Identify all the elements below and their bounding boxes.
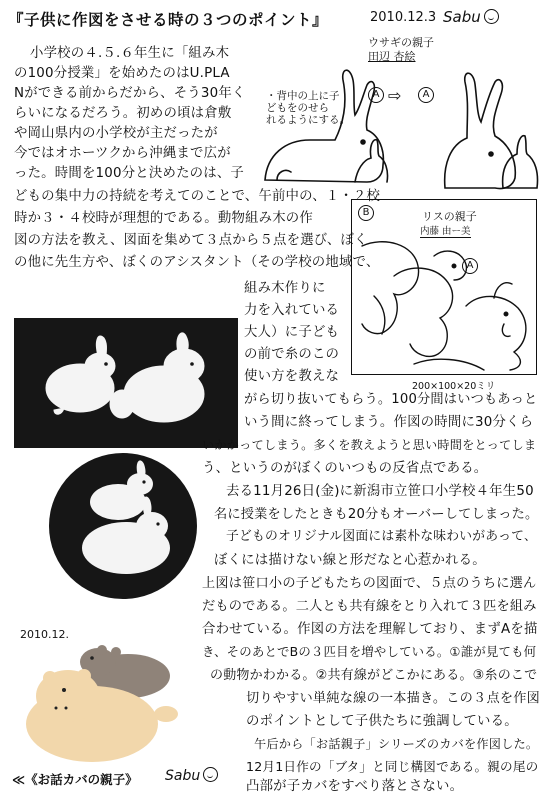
text-line: 今ではオホーツクから沖縄まで広が <box>14 146 231 161</box>
text-line: いかかってしまう。多くを教えようと思い時間をとってしま <box>202 438 537 452</box>
figure-b-marker: B <box>358 205 374 221</box>
text-line: いう間に終ってしまう。作図の時間に30分くら <box>244 415 534 430</box>
arrow-right-icon: ⇨ <box>388 86 402 105</box>
figure-a-note-2: どもをのせら <box>266 102 329 114</box>
text-line: 午后から「お話親子」シリーズのカバを作図した。 <box>254 737 539 751</box>
text-line: 組み木作りに <box>244 281 326 296</box>
text-line: 子どものオリジナル図面には素朴な味わいがあって、 <box>226 529 537 544</box>
rabbit-square-photo <box>14 318 238 448</box>
page-title: 『子供に作図をさせる時の３つのポイント』 <box>8 11 329 29</box>
text-line: どもの集中力の持続を考えてのことで、午前中の、１・２校 <box>14 189 381 204</box>
squirrel-drawing <box>354 236 534 372</box>
smiley-icon <box>484 9 499 24</box>
text-line: 上図は笹口小の子どもたちの図面で、５点のうちに選ん <box>202 576 537 591</box>
text-line: 力を入れている <box>244 303 340 318</box>
figure-a-marker-2: A <box>418 87 434 103</box>
text-line: 大人）に子ども <box>244 325 340 340</box>
text-line: 切りやすい単純な線の一本描き。この３点を作図 <box>246 691 540 706</box>
text-line: ぼくには描けない線と形だなと心惹かれる。 <box>214 553 486 568</box>
text-line: の他に先生方や、ぼくのアシスタント（その学校の地域で、 <box>14 255 380 270</box>
text-line: 時か３・４校時が理想的である。動物組み木の作 <box>14 211 313 226</box>
text-line: 12月1日作の「ブタ」と同じ構図である。親の尾の <box>246 759 539 774</box>
figure-b-size: 200×100×20ミリ <box>412 381 496 392</box>
figure-a-author: 田辺 杏絵 <box>368 50 416 63</box>
bottom-caption: ≪《お話カバの親子》 <box>12 772 138 787</box>
text-line: だものである。二人とも共有線をとり入れて３匹を組み <box>202 599 537 614</box>
text-line: らいになるだろう。初めの頃は倉敷 <box>14 106 232 121</box>
bottom-signature-text: Sabu <box>165 768 201 784</box>
figure-a-marker-1: A <box>368 87 384 103</box>
text-line: 小学校の４.５.６年生に「組み木 <box>30 46 230 61</box>
bottom-signature <box>165 767 218 784</box>
signature-text: Sabu <box>443 8 481 26</box>
figure-b-marker-a: A <box>462 258 478 274</box>
text-line: の前で糸のこの <box>244 347 340 362</box>
text-line: 合わせている。作図の方法を理解しており、まずAを描 <box>202 622 538 637</box>
text-line: のポイントとして子供たちに強調している。 <box>246 714 518 729</box>
text-line: 去る11月26日(金)に新潟市立笹口小学校４年生50 <box>226 484 534 499</box>
text-line: った。時間を100分と決めたのは、子 <box>14 166 245 181</box>
text-line: う、というのがぼくのいつもの反省点である。 <box>202 461 488 476</box>
text-line: の動物かわかる。②共有線がどこかにある。③糸のこで <box>210 668 538 683</box>
header-signature <box>443 8 499 26</box>
text-line: 図の方法を教え、図面を集めて３点から５点を選び、ぼく <box>14 233 368 248</box>
figure-b-box <box>351 199 537 375</box>
hippo-drawing <box>16 632 216 766</box>
text-line: がら切り抜いてもらう。100分間はいつもあっと <box>244 392 538 407</box>
text-line: 使い方を教えな <box>244 369 340 384</box>
figure-b-title: リスの親子 <box>422 210 477 223</box>
rabbit-drawings <box>255 60 545 195</box>
text-line: の100分授業」を始めたのはU.PLA <box>14 66 230 81</box>
figure-a-title: ウサギの親子 <box>368 36 434 49</box>
smiley-icon <box>203 767 218 782</box>
figure-a-note-3: れるようにする。 <box>266 114 350 126</box>
figure-a-note-1: ・背中の上に子 <box>266 90 340 102</box>
text-line: Nができる前からだから、そう30年く <box>14 86 246 101</box>
bottom-date: 2010.12. <box>20 628 69 641</box>
header-date: 2010.12.3 <box>370 10 437 25</box>
text-line: 凸部が子カバをすべり落とさない。 <box>246 779 464 794</box>
figure-b-author: 内藤 由ー美 <box>420 223 471 238</box>
text-line: き、そのあとでBの３匹目を増やしている。①誰が見ても何 <box>202 644 537 659</box>
rabbit-round-photo <box>48 452 198 600</box>
text-line: 名に授業をしたときも20分もオーバーしてしまった。 <box>214 507 539 522</box>
text-line: や岡山県内の小学校が主だったが <box>14 126 218 141</box>
